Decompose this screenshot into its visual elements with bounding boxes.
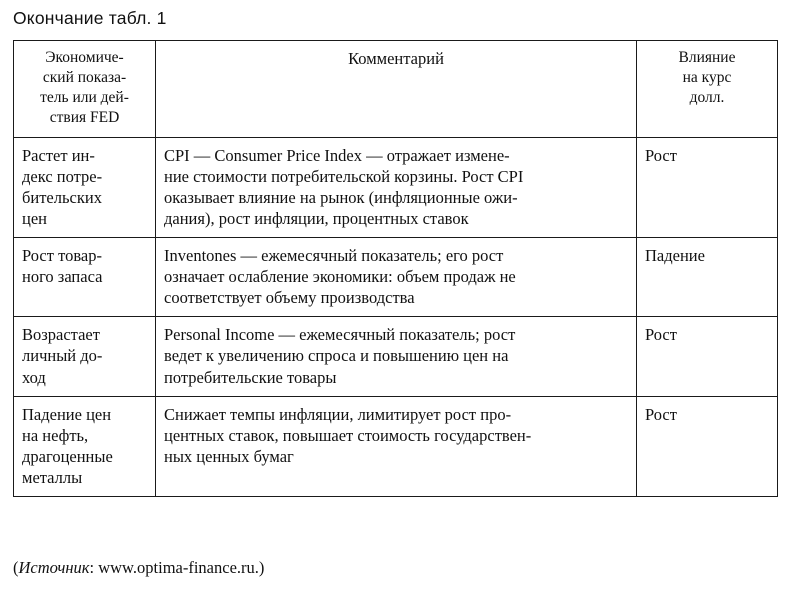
table-header-row — [14, 41, 778, 138]
table-header — [14, 41, 778, 138]
source-url: : www.optima-finance.ru.) — [89, 558, 265, 577]
column-header-effect: Влияние на курс долл. — [637, 41, 778, 138]
cell-indicator: Растет ин- декс потре- бительских цен — [14, 137, 156, 237]
table-row — [14, 317, 778, 396]
cell-comment: Inventones — ежемесячный показатель; его рост означает ослабление экономики: объем продаж не соответствует объему производства — [156, 238, 637, 317]
cell-comment: Personal Income — ежемесячный показатель; рост ведет к увеличению спроса и повышению цен на потребительские товары — [156, 317, 637, 396]
source-note — [13, 558, 264, 578]
cell-effect: Рост — [637, 317, 778, 396]
economic-indicators-table — [13, 40, 778, 497]
cell-comment: Снижает темпы инфляции, лимитирует рост про- центных ставок, повышает стоимость государствен- ных ценных бумаг — [156, 396, 637, 496]
table-row — [14, 238, 778, 317]
table-row — [14, 396, 778, 496]
cell-effect: Падение — [637, 238, 778, 317]
cell-effect: Рост — [637, 137, 778, 237]
cell-comment: CPI — Consumer Price Index — отражает измене- ние стоимости потребительской корзины. Рост CPI оказывает влияние на рынок (инфляционные ожи- дания), рост инфляции, процентных ставок — [156, 137, 637, 237]
cell-indicator: Возрастает личный до- ход — [14, 317, 156, 396]
cell-indicator: Рост товар- ного запаса — [14, 238, 156, 317]
table-row — [14, 137, 778, 237]
source-label: Источник — [18, 558, 90, 577]
cell-indicator: Падение цен на нефть, драгоценные металлы — [14, 396, 156, 496]
cell-effect: Рост — [637, 396, 778, 496]
column-header-comment: Комментарий — [156, 41, 637, 138]
column-header-indicator: Экономиче- ский показа- тель или дей- ствия FED — [14, 41, 156, 138]
source-prefix: ( — [13, 558, 19, 577]
table-body — [14, 137, 778, 497]
table-caption: Окончание табл. 1 — [13, 8, 167, 28]
